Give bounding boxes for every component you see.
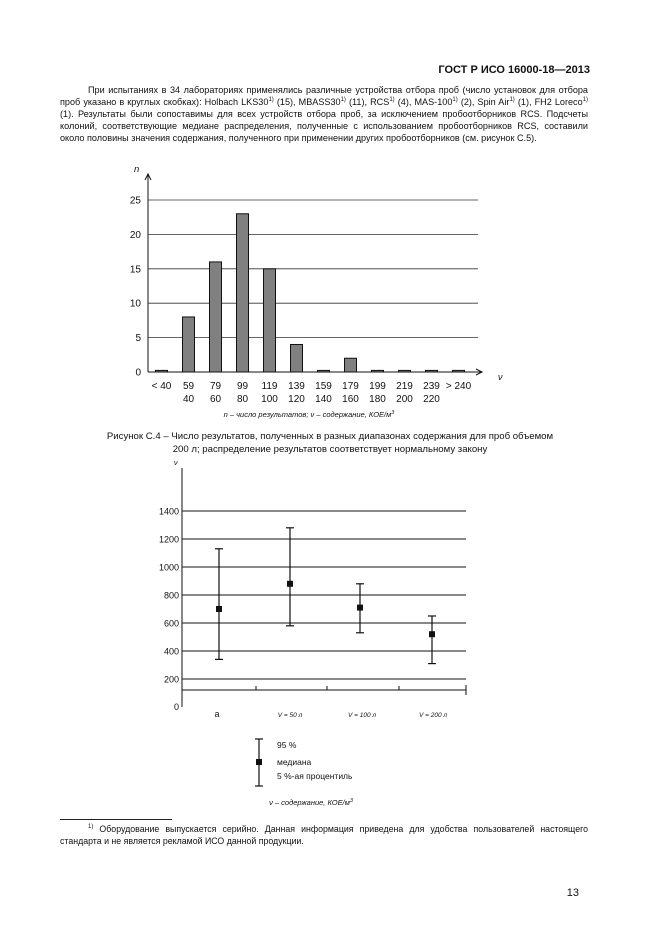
x-tick-label: 200 [396,394,413,405]
y-tick-label: 0 [135,367,141,379]
histogram-bar [210,262,222,372]
median-marker [429,631,435,637]
x-tick-label: 219 [396,381,413,392]
y-tick-label: 25 [129,195,141,207]
x-axis-label: ν [498,372,503,382]
histogram-bar [318,370,330,372]
x-category-label: V = 100 л [347,712,377,719]
x-tick-label: > 240 [445,381,472,392]
y-tick-label: 1200 [158,534,179,545]
x-tick-label: 80 [236,394,249,405]
x-tick-label: < 40 [151,381,172,392]
x-tick-label: 79 [209,381,222,392]
x-tick-label: 159 [315,381,332,392]
histogram-bar [264,269,276,372]
page-number: 13 [566,887,579,899]
histogram-bar [399,370,411,372]
y-tick-label: 400 [163,646,179,657]
histogram-bar [291,344,303,372]
x-tick-label: 220 [423,394,440,405]
median-marker [216,606,222,612]
legend-label: 95 % [277,740,297,750]
x-tick-label: 140 [315,394,332,405]
x-tick-label: 99 [236,381,249,392]
x-tick-label: 239 [423,381,440,392]
y-tick-label: 200 [163,674,179,685]
histogram-bar [345,358,357,372]
x-tick-label: 40 [182,394,195,405]
legend-median-marker [256,759,262,765]
axis-note: n – число результатов; ν – содержание, КОЕ/$м^3$ [223,410,395,419]
axis-note: ν – содержание, КОЕ/$м^3$ [269,798,353,807]
y-tick-label: 800 [163,590,179,601]
median-marker [287,581,293,587]
x-tick-label: 139 [288,381,305,392]
histogram-bar [237,214,249,372]
x-category-label: a [214,709,220,719]
x-tick-label: 60 [209,394,222,405]
histogram-bar [372,370,384,372]
histogram-bar [453,370,465,372]
standard-header: ГОСТ Р ИСО 16000-18—2013 [438,64,590,76]
histogram-bar [183,317,195,372]
y-tick-label: 1400 [158,506,179,517]
y-tick-label: 15 [129,264,141,276]
y-tick-label: 20 [129,229,141,241]
y-tick-label: 10 [129,298,141,310]
x-tick-label: 120 [288,394,305,405]
body-paragraph: При испытаниях в 34 лабораториях применялись различные устройства отбора проб (число установок для отбора проб указано в круглых скобках): Holbach LKS30$^{1)}$ (15), MBASS30$^{1)}$ (11), RCS$^{1)}$ (4), MAS-100$^{1)}$ (2), Spin Air$^{1)}$ (1), FH2 Loreco$^{1)}$ (1). Результаты были сопоставимы для всех устройств отбора проб, за исключением пробоотборников RCS. Подсчеты колоний, соответствующие медиане распределения, полученные с использованием пробоотборников RCS, составили около половины значения содержания, полученного при применении других пробоотборников (см. рисунок С.5). [60,85,588,143]
x-tick-label: 160 [342,394,359,405]
x-tick-label: 179 [342,381,359,392]
legend-label: 5 %-ая процентиль [277,771,353,781]
x-category-label: V = 50 л [277,712,303,719]
x-tick-label: 180 [369,394,386,405]
y-tick-label: 5 [135,333,141,345]
footnote: $^{1)}$ Оборудование выпускается серийно. Данная информация приведена для удобства пользователей настоящего стандарта и не является рекламой ИСО данной продукции. [60,824,588,846]
x-tick-label: 59 [182,381,195,392]
y-tick-label: 600 [163,618,179,629]
x-tick-label: 100 [261,394,278,405]
x-tick-label: 119 [261,381,278,392]
histogram-bar [426,370,438,372]
footnote-separator [60,819,172,820]
y-axis-label: n [134,164,140,175]
x-category-label: V = 200 л [418,712,448,719]
y-tick-label: 0 [173,702,179,712]
legend-label: медиана [277,757,312,767]
median-marker [357,605,363,611]
x-tick-label: 199 [369,381,386,392]
histogram-bar [156,370,168,372]
y-axis-label: ν [174,460,178,467]
y-tick-label: 1000 [158,562,179,573]
figure-caption: Рисунок С.4 – Число результатов, полученных в разных диапазонах содержания для проб объемом 200 л; распределение результатов соответствует нормальному закону [106,431,554,455]
